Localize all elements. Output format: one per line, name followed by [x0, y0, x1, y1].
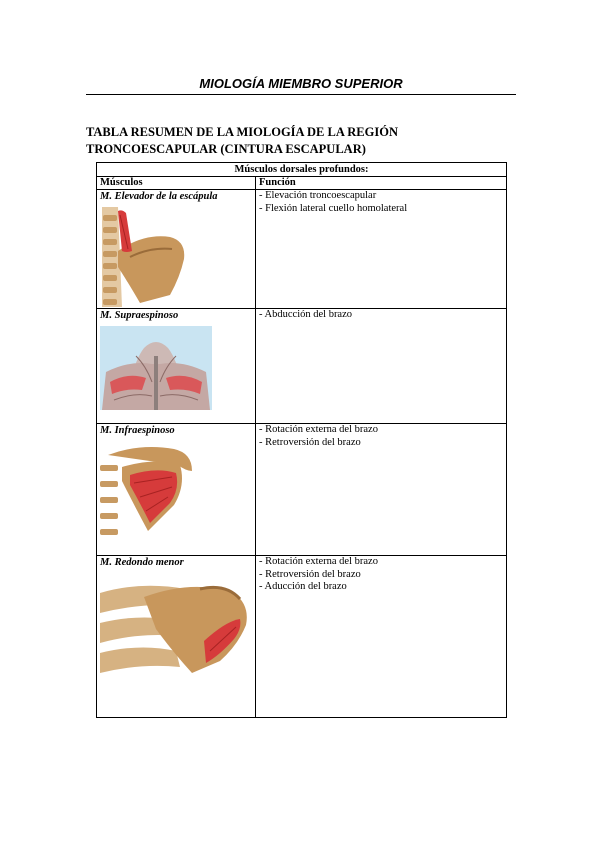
function-cell [256, 424, 507, 556]
function-item: - Aducción del brazo [259, 581, 347, 592]
header-rule [86, 94, 516, 95]
table-row [97, 556, 507, 718]
table-row [97, 190, 507, 309]
function-cell [256, 190, 507, 309]
muscle-name: M. Redondo menor [100, 557, 184, 568]
muscle-cell [97, 190, 256, 309]
table-group-header: Músculos dorsales profundos: [97, 163, 507, 177]
function-item: - Retroversión del brazo [259, 568, 361, 580]
function-item: - Abducción del brazo [259, 309, 353, 320]
muscle-summary-table [96, 162, 507, 718]
muscle-name: M. Elevador de la escápula [100, 191, 218, 202]
document-title: TABLA RESUMEN DE LA MIOLOGÍA DE LA REGIÓN TRONCOESCAPULAR (CINTURA ESCAPULAR) [86, 125, 398, 156]
column-header-function: Función [256, 177, 507, 190]
muscle-name: M. Supraespinoso [100, 310, 179, 321]
muscle-cell [97, 556, 256, 718]
function-cell [256, 309, 507, 424]
muscle-name: M. Infraespinoso [100, 425, 175, 436]
function-item: - Elevación troncoescapular [259, 190, 377, 201]
levator-scapulae-illustration [100, 207, 188, 307]
infraspinatus-illustration [100, 441, 196, 537]
running-header: MIOLOGÍA MIEMBRO SUPERIOR [199, 76, 403, 91]
function-item: - Flexión lateral cuello homolateral [259, 202, 408, 214]
function-item: - Retroversión del brazo [259, 436, 361, 448]
table-row [97, 309, 507, 424]
muscle-cell [97, 424, 256, 556]
function-cell [256, 556, 507, 718]
supraspinatus-illustration [100, 326, 212, 410]
function-item: - Rotación externa del brazo [259, 424, 378, 435]
teres-minor-illustration [100, 573, 252, 679]
column-header-muscles: Músculos [97, 177, 256, 190]
table-row [97, 424, 507, 556]
muscle-cell [97, 309, 256, 424]
function-item: - Rotación externa del brazo [259, 556, 378, 567]
